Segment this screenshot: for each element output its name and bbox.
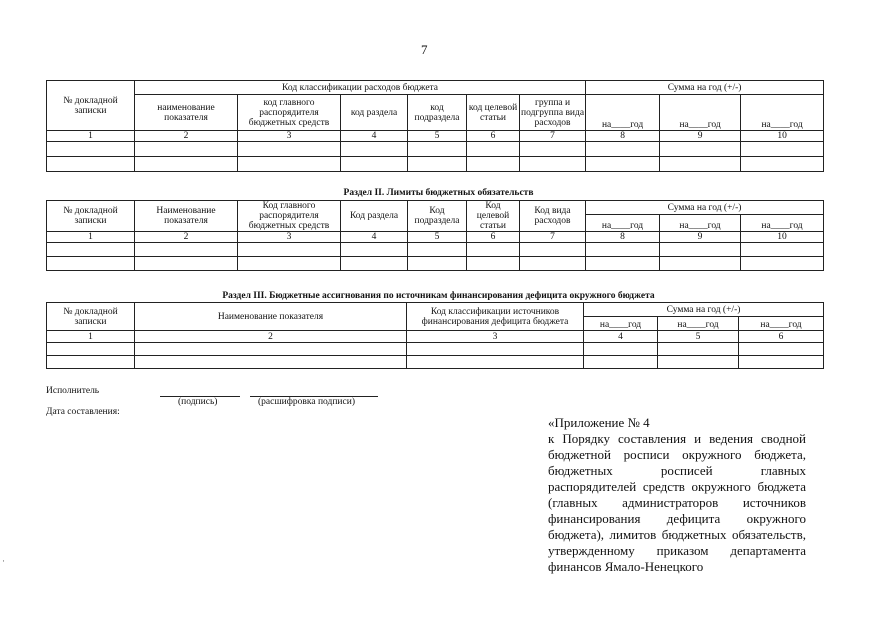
col-number: 3 <box>407 331 584 343</box>
header-doc-number: № докладной записки <box>47 303 135 331</box>
header-main-manager-code: код главного распорядителя бюджетных средств <box>238 95 341 131</box>
date-label: Дата составления: <box>46 407 120 417</box>
header-year-3: на____год <box>739 317 824 331</box>
header-main-manager-code: Код главного распорядителя бюджетных средств <box>238 201 341 232</box>
header-expense-type-code: Код вида расходов <box>520 201 586 232</box>
header-year-3: на____год <box>741 95 824 131</box>
col-number: 2 <box>135 131 238 142</box>
col-number: 2 <box>135 331 407 343</box>
col-number: 9 <box>660 131 741 142</box>
table-row <box>47 243 824 257</box>
header-doc-number: № докладной записки <box>47 201 135 232</box>
col-number: 5 <box>408 131 467 142</box>
col-number: 6 <box>739 331 824 343</box>
signature-caption: (подпись) <box>178 397 218 407</box>
table-row <box>47 157 824 172</box>
margin-mark: · <box>2 556 5 566</box>
col-number: 7 <box>520 232 586 243</box>
col-number: 10 <box>741 232 824 243</box>
signature-decode-caption: (расшифровка подписи) <box>258 397 355 407</box>
header-expense-classification: Код классификации расходов бюджета <box>135 81 586 95</box>
table-row <box>47 257 824 271</box>
column-number-row <box>47 331 824 343</box>
header-sum-per-year: Сумма на год (+/-) <box>586 81 824 95</box>
col-number: 8 <box>586 131 660 142</box>
section-3-title: Раздел III. Бюджетные ассигнования по источникам финансирования дефицита окружного бюджета <box>222 291 655 301</box>
header-year-3: на____год <box>741 215 824 232</box>
header-expense-type-group: группа и подгруппа вида расходов <box>520 95 586 131</box>
col-number: 4 <box>584 331 658 343</box>
col-number: 7 <box>520 131 586 142</box>
expense-classification-table <box>46 80 824 172</box>
col-number: 8 <box>586 232 660 243</box>
header-year-2: на____год <box>660 95 741 131</box>
header-indicator-name: Наименование показателя <box>135 201 238 232</box>
col-number: 2 <box>135 232 238 243</box>
appendix-text: к Порядку составления и ведения сводной бюджетной росписи окружного бюджета, бюджетных росписей главных распорядителей средств окружного бюджета (главных администраторов источников финансирования дефицита окружного бюджета), лимитов бюджетных обязательств, утвержденному приказом департамента финансов Ямало-Ненецкого <box>548 431 806 574</box>
appendix-title: «Приложение № 4 <box>548 415 650 430</box>
col-number: 10 <box>741 131 824 142</box>
col-number: 1 <box>47 331 135 343</box>
col-number: 4 <box>341 131 408 142</box>
header-year-1: на____год <box>586 215 660 232</box>
header-section-code: код раздела <box>341 95 408 131</box>
col-number: 5 <box>408 232 467 243</box>
budget-limits-table <box>46 200 824 271</box>
header-section-code: Код раздела <box>341 201 408 232</box>
col-number: 5 <box>658 331 739 343</box>
col-number: 1 <box>47 131 135 142</box>
table-row <box>47 343 824 356</box>
header-target-item-code: код целевой статьи <box>467 95 520 131</box>
header-sum-per-year: Сумма на год (+/-) <box>584 303 824 317</box>
header-target-item-code: Код целевой статьи <box>467 201 520 232</box>
col-number: 4 <box>341 232 408 243</box>
header-indicator-name: Наименование показателя <box>135 303 407 331</box>
column-number-row <box>47 232 824 243</box>
header-doc-number: № докладной записки <box>47 81 135 131</box>
header-year-1: на____год <box>584 317 658 331</box>
header-year-2: на____год <box>660 215 741 232</box>
deficit-financing-table <box>46 302 824 369</box>
appendix-block <box>548 415 806 575</box>
header-subsection-code: код подраздела <box>408 95 467 131</box>
table-row <box>47 142 824 157</box>
col-number: 3 <box>238 232 341 243</box>
header-source-classification-code: Код классификации источников финансирования дефицита бюджета <box>407 303 584 331</box>
col-number: 6 <box>467 131 520 142</box>
section-2-title: Раздел II. Лимиты бюджетных обязательств <box>343 188 534 198</box>
column-number-row <box>47 131 824 142</box>
col-number: 3 <box>238 131 341 142</box>
executor-label: Исполнитель <box>46 386 100 396</box>
table-row <box>47 356 824 369</box>
header-year-2: на____год <box>658 317 739 331</box>
header-subsection-code: Код подраздела <box>408 201 467 232</box>
page-number: 7 <box>421 42 428 57</box>
header-year-1: на____год <box>586 95 660 131</box>
header-indicator-name: наименование показателя <box>135 95 238 131</box>
header-sum-per-year: Сумма на год (+/-) <box>586 201 824 215</box>
col-number: 1 <box>47 232 135 243</box>
col-number: 9 <box>660 232 741 243</box>
col-number: 6 <box>467 232 520 243</box>
